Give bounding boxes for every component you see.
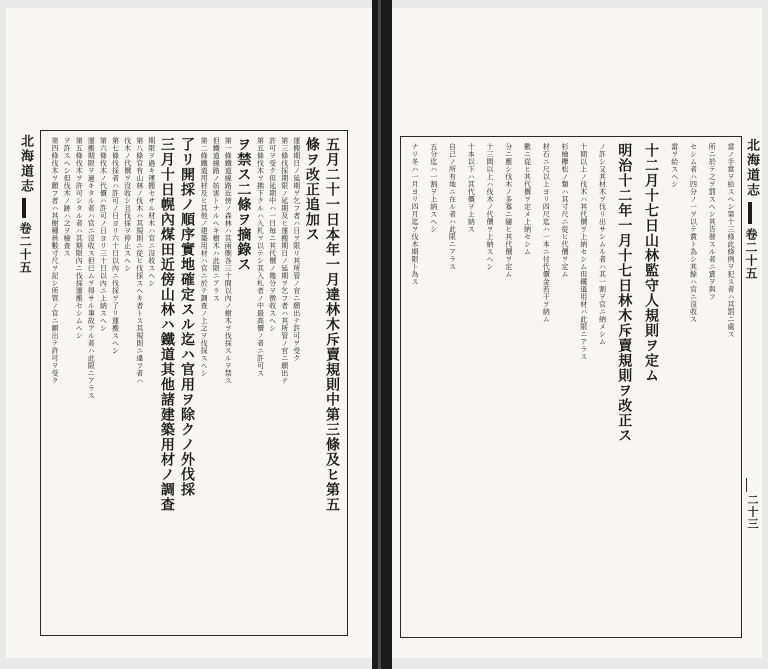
left-page (6, 8, 372, 658)
body-text-column: 但鐵道線路ノ妨害トナルヘキ樹木ハ此限ニアラス (212, 137, 221, 302)
body-text-column: 當ノ手當ヲ給スヘシ第十三條此條例ヲ犯ス者ハ其罰ニ處ス (727, 143, 735, 338)
body-text-column: 所ニ於テ之ヲ罰スヘシ其告發スル者ニ賞ヲ與フ (708, 143, 717, 301)
body-text-column: 期限ヲ過キ運搬セサル材木ハ官ニ沒收スヘシ (147, 137, 156, 287)
body-text-column: 第八條官有山林ノ伐木ハ其規則ニ從ヒ伐採スヘキ者トス其規則ニ違フ者ハ (135, 137, 144, 385)
body-text-column: ノ許シ又其材木ヲ伐リ出サシムル者ハ其一割ヲ官ニ納メシム (598, 143, 607, 346)
right-header-title: 北海道志 (744, 138, 759, 198)
body-text-column: 十間以上ノ伐木ハ其代價ヲ上納セシム但鐵道用材ハ此限ニアラス (579, 143, 588, 361)
body-text-column: 第五條伐木ヲ許可シタル者ハ其期限內ニ伐採運搬セシムヘシ (75, 137, 84, 340)
left-text-frame (40, 130, 348, 636)
body-text-column: 分ニ應シ伐木ノ多寡ニ隨ヒ其代價ヲ定ム (504, 143, 513, 278)
body-text-column: 第四條伐木ヲ願フ者ハ其樹種員數寸尺ヲ記シ所管ノ官ニ願出テ許可ヲ受ク (51, 137, 59, 385)
book-gutter (372, 0, 392, 669)
right-header-volume: 卷二十五 (744, 228, 758, 280)
right-page-number: 二十三 (746, 494, 759, 530)
body-text-column: 運搬期限ヲ過キタル者ハ官ニ沒收ス但已ムヲ得サル事故アル者ハ此限ニアラス (87, 137, 96, 400)
body-text-column: ヲ許スヘシ但伐木ノ跡ハ之ヲ檢查ス (63, 137, 72, 257)
heading-column: 十二月十七日山林監守人規則ヲ定ム (643, 143, 659, 383)
body-text-column: 十三間以上ハ伐木ノ代價ヲ上納スヘシ (486, 143, 494, 271)
heading-column: 了リ開採ノ順序實地確定スル迄ハ官用ヲ除クノ外伐採 (179, 137, 195, 497)
heading-column: 五月二十一日本年一月達林木斥賣規則中第三條及ヒ第五 (324, 137, 340, 512)
body-text-column: 第六條伐木ノ代價ハ許可ノ日ヨリ三十日以內ニ上納スヘシ (99, 137, 108, 332)
heading-column: 三月十日幌內煤田近傍山林ハ鐵道其他諸建築用材ノ調查 (158, 137, 175, 512)
left-header-bar (22, 198, 26, 218)
body-text-column: 第七條伐採者ハ許可ノ日ヨリ六十日以內ニ伐採ヲ了リ運搬スヘシ (111, 137, 120, 355)
body-text-column: 十本以下ハ其代價ヲ上納ス (467, 143, 476, 233)
body-text-column: 第五條伐木ヲ拂下クルハ入札ヲ以テシ其入札者ノ中最高價ノ者ニ許可ス (256, 137, 265, 377)
body-text-column: 第二條鐵道用材及ヒ其他ノ建築用材ハ官ニ於テ調查ノ上之ヲ伐採スヘシ (200, 137, 209, 377)
heading-column: 明治十二年一月十七日林木斥賣規則ヲ改正ス (616, 143, 633, 443)
body-text-column: 數ニ從ヒ其代價ヲ定メ上納セシム (523, 143, 532, 256)
body-text-column: 許可ヲ受ク但延期中ハ一日毎ニ其代價ノ幾分ヲ徴收スヘシ (268, 137, 277, 332)
body-text-column: 五分迄ハ一割ヲ上納スヘシ (429, 143, 438, 233)
body-text-column: 第一條鐵道線路近傍ノ森林ハ其兩側各三十間以內ノ樹木ヲ伐採スルヲ禁ス (224, 137, 233, 385)
left-header-volume: 卷二十五 (18, 222, 32, 274)
body-text-column: ナリ冬ハ一月ヨリ四月迄ヲ伐木期限ト為ス (411, 143, 419, 286)
body-text-column: セシム者ハ四分ノ一ヲ以テ賞ト為シ其餘ハ官ニ沒收ス (689, 143, 698, 323)
body-text-column: 運搬期日ノ延期ヲ乞フ者ハ日ヲ限リ其所管ノ官ニ願出テ許可ヲ受ク (292, 137, 301, 362)
body-text-column: 當ヲ給スヘシ (670, 143, 679, 188)
right-text-frame (400, 136, 742, 638)
right-header-bar (748, 202, 752, 224)
body-text-column: 自己ノ所有地ニ在ル者ハ此限ニアラス (448, 143, 457, 271)
right-page (392, 8, 762, 658)
right-page-number-rule (746, 478, 747, 492)
body-text-column: 伐木ノ代價ヲ沒收シ且伐採ヲ停止スヘシ (123, 137, 132, 272)
left-header-title: 北海道志 (18, 134, 33, 194)
body-text-column: 杉檜欅松ノ類ハ其寸尺ニ從ヒ代價ヲ定ム (561, 143, 569, 278)
body-text-column: 材石ニ尺以上ヨリ四尺迄ハ一本ニ付代價金若干ヲ納ム (542, 143, 551, 323)
heading-column: 條ヲ改正追加ス (303, 137, 320, 242)
heading-column: ヲ禁ス二條ヲ摘錄ス (235, 137, 252, 272)
body-text-column: 第三條伐採期限ノ延期及ヒ運搬期日ノ延期ヲ乞フ者ハ其所管ノ官ニ願出テ (280, 137, 289, 385)
